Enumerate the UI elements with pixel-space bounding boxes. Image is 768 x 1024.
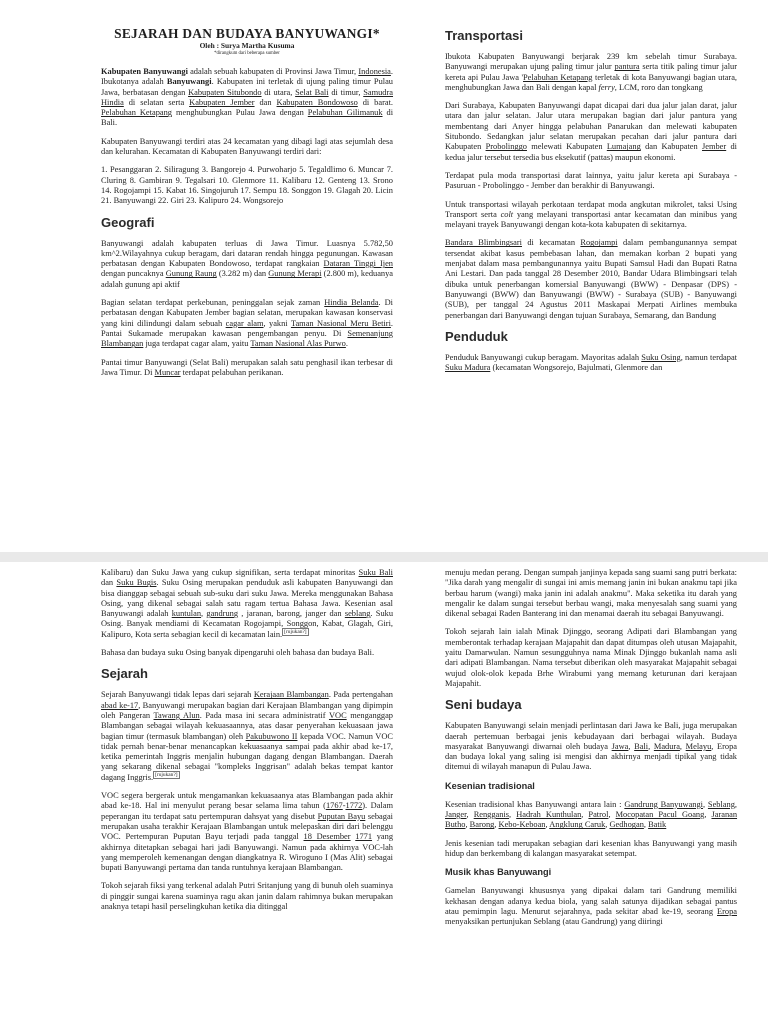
wiki-link[interactable]: Semenanjung Blambangan [101,328,393,349]
page2-left-column [101,568,393,920]
wiki-link[interactable]: Madura [653,741,680,751]
citation-needed-link[interactable]: [rujukan?] [284,628,307,635]
wiki-link[interactable]: pantura [614,62,640,72]
wiki-link[interactable]: Kabupaten Situbondo [188,87,262,97]
document-page-2 [0,562,768,1024]
kecamatan-intro-paragraph: Kabupaten Banyuwangi terdiri atas 24 kecamatan yang dibagi lagi atas sejumlah desa dan kelurahan. Kecamatan di Kabupaten Banyuwangi terdiri dari: [101,136,393,157]
wiki-link[interactable]: Seblang [707,799,735,809]
wiki-link[interactable]: Hadrah Kunthulan [516,810,582,820]
wiki-link[interactable]: cagar alam [225,318,264,328]
wiki-link[interactable]: Bali [634,741,649,751]
wiki-link[interactable]: Pelabuhan Ketapang [523,72,593,82]
geografi-paragraph-1: Banyuwangi adalah kabupaten terluas di Jawa Timur. Luasnya 5.782,50 km^2.Wilayahnya cukup beragam, dari dataran rendah hingga pegunungan. Kawasan perbatasan dengan Kabupaten Bondowoso, terdapat rangkaian Dataran Tinggi Ijen dengan puncaknya Gunung Raung (3.282 m) dan Gunung Merapi (2.800 m), keduanya adalah gunung api aktif [101,238,394,289]
document-title: SEJARAH DAN BUDAYA BANYUWANGI* [114,26,380,41]
wiki-link[interactable]: Gunung Merapi [268,269,322,279]
musik-paragraph-1: Gamelan Banyuwangi khususnya yang dipakai dalam tari Gandrung memiliki kekhasan dengan adanya kedua biola, yang salah satunya dijadikan sebagai pantus atau pemimpin lagu. Menurut sejarahnya, pada sekitar abad ke-19, seorang Eropa menyaksikan pertunjukan Seblang (atau Gandrung) yang diiringi [445,886,737,927]
wiki-link[interactable]: Suku Osing [641,352,681,362]
italic-term: ferry [598,82,615,92]
wiki-link[interactable]: Taman Nasional Alas Purwo [250,339,346,349]
geografi-paragraph-2: Bagian selatan terdapat perkebunan, peninggalan sejak zaman Hindia Belanda. Di perbatasan dengan Kabupaten Jember bagian selatan, merupakan kawasan konservasi yang kini dilindungi dalam sebuah cagar alam, yakni Taman Nasional Meru Betiri. Pantai Sukamade merupakan kawasan pengembangan penyu. Di Semenanjung Blambangan juga terdapat cagar alam, yaitu Taman Nasional Alas Purwo. [101,298,394,349]
wiki-link[interactable]: Puputan Bayu [317,811,366,821]
penduduk-heading: Penduduk [445,328,508,344]
sejarah-paragraph-2: VOC segera bergerak untuk mengamankan kekuasaanya atas Blambangan pada akhir abad ke-18. Hal ini menyulut perang besar selama lima tahun (1767-1772). Dalam peperangan itu terdapat satu pertempuran dahsyat yang disebut Puputan Bayu sebagai merupakan usaha terakhir Kerajaan Blambangan untuk melepaskan diri dari belenggu VOC. Pertempuran Puputan Bayu terjadi pada tanggal 18 Desember 1771 yang akhirnya ditetapkan sebagai hari jadi Banyuwangi. Namun pada akhirnya VOC-lah yang memperoleh kemenangan dengan diangkatnya R. Wiroguno I (Mas Alit) sebagai bupati Banyuwangi pertama dan tanda runtuhnya kerajaan Blambangan. [101,791,394,873]
wiki-link[interactable]: Tawang Alun [153,710,200,720]
wiki-link[interactable]: Kebo-Keboan [498,820,546,830]
wiki-link[interactable]: Jawa [611,741,629,751]
transportasi-heading: Transportasi [445,28,524,43]
wiki-link[interactable]: Kabupaten Bondowoso [276,97,358,107]
wiki-link[interactable]: Probolinggo [485,142,527,152]
wiki-link[interactable]: Batik [648,820,667,830]
wiki-link[interactable]: Muncar [154,367,181,377]
wiki-link[interactable]: Rengganis [473,810,510,820]
wiki-link[interactable]: Jember [702,142,727,152]
seni-budaya-heading: Seni budaya [445,697,522,713]
wiki-link[interactable]: Dataran Tinggi Ijen [323,259,393,269]
page1-right-column [445,24,737,381]
citation-needed-link[interactable]: [rujukan?] [155,771,178,778]
bold-term: Kabupaten Banyuwangi [101,67,188,76]
penduduk-paragraph-1: Penduduk Banyuwangi cukup beragam. Mayoritas adalah Suku Osing, namun terdapat Suku Madura (kecamatan Wongsorejo, Bajulmati, Glenmore dan [445,352,737,373]
penduduk-continued-paragraph: Kalibaru) dan Suku Jawa yang cukup signifikan, serta terdapat minoritas Suku Bali dan Suku Bugis. Suku Osing merupakan penduduk asli kabupaten Banyuwangi dan bisa dianggap sebagai sebuah sub-suku dari suku Jawa. Mereka menggunakan Bahasa Osing, yang dikenal sebagai salah satu ragam tertua Bahasa Jawa. Kesenian asal Banyuwangi adalah kuntulan, gandrung , jaranan, barong, janger dan seblang. Suku Osing. Banyak mendiami di Kecamatan Rogojampi, Songgon, Kabat, Glagah, Giri, Kalipuro, Kota serta sebagian kecil di kecamatan lain. [rujukan?] [101,568,394,639]
page1-left-column [101,26,393,386]
intro-paragraph: Kabupaten Banyuwangi adalah sebuah kabupaten di Provinsi Jawa Timur, Indonesia. Ibukotanya adalah Banyuwangi. Kabupaten ini terletak di ujung paling timur Pulau Jawa, berbatasan dengan Kabupaten Situbondo di utara, Selat Bali di timur, Samudra Hindia di selatan serta Kabupaten Jember dan Kabupaten Bondowoso di barat. Pelabuhan Ketapang menghubungkan Pulau Jawa dengan Pelabuhan Gilimanuk di Bali. [101,67,394,128]
wiki-link[interactable]: Pelabuhan Gilimanuk [307,108,383,118]
bold-term: Banyuwangi [166,77,212,87]
wiki-link[interactable]: abad ke-17 [101,700,139,710]
wiki-link[interactable]: 1772 [345,801,363,811]
wiki-link[interactable]: Melayu [685,741,712,751]
sejarah-continued-paragraph: menuju medan perang. Dengan sumpah janjinya kepada sang suami sang putri berkata: "Jika darah yang mengalir di sungai ini amis memang janin ini bukan anakmu tapi jika berbau harum (wangi) maka janin ini adalah anakmu". Maka seketika itu darah yang mengalir ke dalam sungai tersebut berbau wangi, maka menyesalah sang suami yang dikenal sebagai Raden Banterang ini dan menamai daerah itu sebagai Banyuwangi. [445,568,737,619]
wiki-link[interactable]: Lumajang [606,142,641,152]
kesenian-paragraph-1: Kesenian tradisional khas Banyuwangi antara lain : Gandrung Banyuwangi, Seblang, Janger, Rengganis, Hadrah Kunthulan, Patrol, Mocopatan Pacul Goang, Jaranan Butho, Barong, Kebo-Keboan, Angklung Caruk, Gedhogan, Batik [445,799,738,830]
wiki-link[interactable]: Pelabuhan Ketapang [101,108,172,118]
wiki-link[interactable]: Patrol [588,810,609,820]
sejarah-paragraph-3: Tokoh sejarah fiksi yang terkenal adalah Putri Sritanjung yang di bunuh oleh suaminya di pinggir sungai karena suaminya ragu akan janin dalam rahimnya bukan merupakan anaknya tetapi hasil perselingkuhan ketika dia ditinggal [101,881,393,912]
wiki-link[interactable]: Gedhogan [609,820,644,830]
wiki-link[interactable]: Eropa [717,906,737,916]
kesenian-tradisional-heading: Kesenian tradisional [445,780,535,791]
source-note: *dirangkum dari beberapa sumber [214,51,280,56]
seni-budaya-paragraph: Kabupaten Banyuwangi selain menjadi perlintasan dari Jawa ke Bali, juga merupakan daerah pertemuan berbagai jenis kebudayaan dari berbagai wilayah. Budaya masyarakat Banyuwangi diwarnai oleh budaya Jawa, Bali, Madura, Melayu, Eropa dan budaya lokal yang saling isi mengisi dan akhirnya menjadi tipikal yang tidak ditemui di wilayah manapun di Pulau Jawa. [445,721,738,772]
wiki-link[interactable]: Kerajaan Blambangan [253,690,329,700]
wiki-link[interactable]: Barong [469,820,495,830]
wiki-link[interactable]: Indonesia [358,67,391,76]
wiki-link[interactable]: Angklung Caruk [549,820,606,830]
wiki-link[interactable]: 1771 [355,832,373,842]
wiki-link[interactable]: 18 Desember [303,832,351,842]
minak-djinggo-paragraph: Tokoh sejarah lain ialah Minak Djinggo, seorang Adipati dari Blambangan yang memberontak terhadap kerajaan Majapahit dan dapat ditumpas oleh utusan Majapahit, yaitu Damarwulan. Namun sesungguhnya nama Minak Djinggo bukanlah nama asli dari adipati Blambangan. Nama tersebut diberikan oleh masyarakat Majapahit sebagai wujud olok-olok kepada Brhe Wirabumi yang memang keturunan dari kerajaan Majapahit. [445,627,737,688]
wiki-link[interactable]: Suku Bugis [116,578,157,588]
wiki-link[interactable]: 1767 [325,801,343,811]
wiki-link[interactable]: Mocopatan Pacul Goang [615,810,705,820]
bahasa-paragraph: Bahasa dan budaya suku Osing banyak dipengaruhi oleh bahasa dan budaya Bali. [101,648,375,658]
transportasi-paragraph-3: Terdapat pula moda transportasi darat lainnya, yaitu jalur kereta api Surabaya - Pasuruan - Probolinggo - Jember dan berakhir di Banyuwangi. [445,170,737,191]
transportasi-paragraph-5: Bandara Blimbingsari di kecamatan Rogojampi dalam pembangunannya sempat tersendat akibat kasus pembebasan lahan, dan memakan korban 2 bupati yang menjabat dalam masa pembangunannya yaitu Bupati Samsul Hadi dan Bupati Ratna Ani Lestari. Dan pada tanggal 28 Desember 2010, Bandar Udara Blimbingsari telah dibuka untuk penerbangan komersial Banyuwangi (BWW) - Denpasar (DPS) - Banyuwangi (BWW) dan Banyuwangi (BWW) - Surabaya (SUB) - Banyuwangi (SUB), per tanggal 24 Agustus 2011 Maskapai Merpati Airlines membuka penerbangan dari Banyuwangi dengan tujuan Surabaya, Semarang, dan Bandung [445,238,737,320]
geografi-paragraph-3: Pantai timur Banyuwangi (Selat Bali) merupakan salah satu penghasil ikan terbesar di Jawa Timur. Di Muncar terdapat pelabuhan perikanan. [101,357,393,377]
author-byline: Oleh : Surya Martha Kusuma [199,41,295,50]
wiki-link[interactable]: kuntulan [171,609,202,619]
wiki-link[interactable]: Samudra Hindia [101,87,394,107]
wiki-link[interactable]: Jaranan Butho [445,810,738,830]
wiki-link[interactable]: Janger [445,810,467,820]
italic-term: colt [500,209,514,219]
wiki-link[interactable]: gandrung [206,609,239,619]
wiki-link[interactable]: seblang [344,609,371,619]
sejarah-heading: Sejarah [101,666,148,682]
musik-khas-heading: Musik khas Banyuwangi [445,867,552,878]
transportasi-paragraph-4: Untuk transportasi wilayah perkotaan terdapat moda angkutan mikrolet, taksi Using Transport serta colt yang melayani transportasi antar kecamatan dan minibus yang melayani trayek Banyuwangi dengan kota-kota kabupaten di sekitarnya. [445,199,737,230]
wiki-link[interactable]: Gunung Raung [165,269,217,279]
wiki-link[interactable]: Taman Nasional Meru Betiri [290,318,391,328]
page2-right-column [445,568,737,935]
wiki-link[interactable]: Suku Madura [445,363,491,373]
kesenian-paragraph-2: Jenis kesenian tadi merupakan sebagian dari kesenian khas Banyuwangi yang masih hidup dan berkembang di kalangan masyarakat setempat. [445,838,737,858]
wiki-link[interactable]: Hindia Belanda [324,298,379,308]
transportasi-paragraph-2: Dari Surabaya, Kabupaten Banyuwangi dapat dicapai dari dua jalur jalan darat, jalur utara dan jalur selatan. Jalur utara merupakan bagian dari jalur pantura yang membentang dari Anyer hingga pelabuhan Panarukan dan melewati kabupaten Situbondo. Sedangkan jalur selatan merupakan pecahan dari jalur pantura dari Kabupaten Probolinggo melewati Kabupaten Lumajang dan Kabupaten Jember di kedua jalur tersebut tersedia bus eksekutif (pattas) maupun ekonomi. [445,101,737,162]
wiki-link[interactable]: Bandara Blimbingsari [445,238,522,248]
wiki-link[interactable]: Pakubuwono II [245,731,298,741]
wiki-link[interactable]: Gandrung Banyuwangi [624,799,703,809]
geografi-heading: Geografi [101,214,155,230]
kecamatan-list-paragraph: 1. Pesanggaran 2. Siliragung 3. Bangorejo 4. Purwoharjo 5. Tegaldlimo 6. Muncar 7. Cluring 8. Gambiran 9. Tegalsari 10. Glenmore 11. Kalibaru 12. Genteng 13. Srono 14. Rogojampi 15. Kabat 16. Singojuruh 17. Sempu 18. Songgon 19. Glagah 20. Licin 21. Banyuwangi 22. Giri 23. Kalipuro 24. Wongsorejo [101,165,393,206]
wiki-link[interactable]: Suku Bali [358,568,393,577]
wiki-link[interactable]: VOC [328,710,347,720]
transportasi-paragraph-1: Ibukota Kabupaten Banyuwangi berjarak 239 km sebelah timur Surabaya. Banyuwangi merupakan ujung paling timur jalur pantura serta titik paling timur jalur kereta api Pulau Jawa 'Pelabuhan Ketapang terletak di kota Banyuwangi bagian utara, menghubungkan Jawa dan Bali dengan kapal ferry, LCM, roro dan tongkang [445,52,738,92]
wiki-link[interactable]: Kabupaten Jember [189,97,255,107]
sejarah-paragraph-1: Sejarah Banyuwangi tidak lepas dari sejarah Kerajaan Blambangan. Pada pertengahan abad ke-17, Banyuwangi merupakan bagian dari Kerajaan Blambangan yang dipimpin oleh Pangeran Tawang Alun. Pada masa ini secara administratif VOC menganggap Blambangan sebagai wilayah kekuasaannya, atas dasar penyerahan kekuasaan jawa bagian timur (termasuk blambangan) oleh Pakubuwono II kepada VOC. Namun VOC tidak pernah benar-benar menancapkan kekuasaanya sampai pada akhir abad ke-17, ketika pemerintah Inggris menjalin hubungan dagang dengan Blambangan. Daerah yang sekarang dikenal sebagai "kompleks Inggrisan" adalah bekas tempat kantor dagang Inggris. [rujukan?] [101,690,393,782]
wiki-link[interactable]: Rogojampi [580,238,618,248]
wiki-link[interactable]: Selat Bali [295,87,329,97]
